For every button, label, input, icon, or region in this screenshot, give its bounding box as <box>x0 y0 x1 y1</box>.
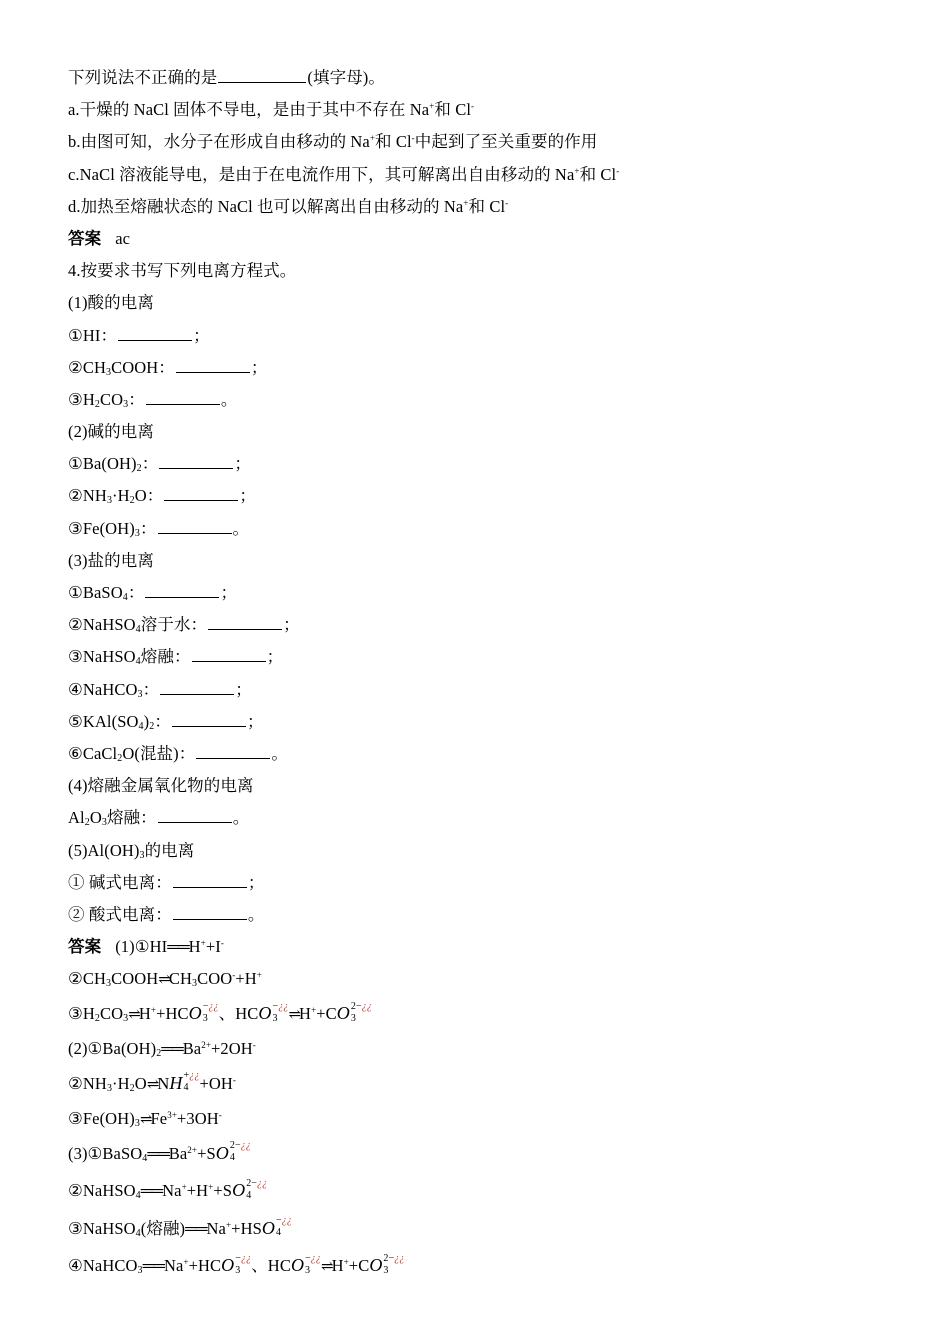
aloh3-title: $(5)Al(OH)_3$的电离 <box>68 840 195 861</box>
answer-blank <box>173 873 247 888</box>
answer-blank <box>176 358 250 373</box>
item-basic-ionization: ① 碱式电离： ； <box>68 872 265 892</box>
salt-title: (3)盐的电离 <box>68 550 154 570</box>
q4-title: 4.按要求书写下列电离方程式。 <box>68 261 297 281</box>
answer-blank <box>208 615 282 630</box>
answer-blank <box>146 390 220 405</box>
answer-blank <box>192 647 266 662</box>
option-b: b.由图可知，水分子在形成自由移动的 Na+和 Cl-中起到了至关重要的作用 <box>68 132 598 152</box>
answer-blank <box>160 680 234 695</box>
answer-base-1: $(2)①Ba(OH)_2══Ba^{2+}+2OH^-$ <box>68 1038 256 1059</box>
answer-blank <box>172 712 246 727</box>
item-al2o3: $Al_2O_3$熔融： 。 <box>68 808 250 829</box>
item-baoh2: $①Ba(OH)_2$： ； <box>68 454 251 475</box>
answer-blank <box>173 905 247 920</box>
answer-acid-1: 答案 (1)①HI══H++I- <box>68 937 224 957</box>
answer-salt-1: $(3)①BaSO_4══Ba^{2+}+SO$ 2−¿¿ 4 <box>68 1140 251 1164</box>
option-c: c.NaCl 溶液能导电，是由于在电流作用下，其可解离出自由移动的 Na+和 Cl- <box>68 164 620 184</box>
answer-salt-2: ②NaHSO$_4$══Na++H++SO 2−¿¿ 4 <box>68 1177 268 1202</box>
answer-blank <box>196 744 270 759</box>
oxide-title: (4)熔融金属氧化物的电离 <box>68 776 254 796</box>
question-line: 下列说法不正确的是 (填字母)。 <box>68 68 385 87</box>
option-d: d.加热至熔融状态的 NaCl 也可以解离出自由移动的 Na+和 Cl- <box>68 196 509 216</box>
answer-base-3: $③Fe(OH)_3\rightleftharpoons Fe^{3+}+3OH^-$ <box>68 1108 222 1129</box>
answer-salt-4: ④NaHCO$_3$══Na++HCO −¿¿ 3 、HCO −¿¿ 3 ⇌H++CO 2−¿¿ 3 <box>68 1252 405 1277</box>
item-acidic-ionization: ② 酸式电离： 。 <box>68 904 265 924</box>
item-h2co3: $③H_2CO_3$： 。 <box>68 389 238 410</box>
item-nahco3: ④NaHCO$_3$： ； <box>68 679 252 700</box>
acid-title: (1)酸的电离 <box>68 293 154 313</box>
item-nh3h2o: $②NH_3\cdot H_2O$： ； <box>68 486 257 507</box>
question-text: 下列说法不正确的是 <box>68 68 218 87</box>
answer-label: 答案 <box>68 937 102 957</box>
item-nahso4-molten: ③NaHSO$_4$熔融： ； <box>68 647 284 668</box>
answer-blank <box>158 808 232 823</box>
answer-salt-3: ③NaHSO$_4$(熔融)══Na++HSO −¿¿ 4 <box>68 1215 292 1239</box>
item-hi: ①HI： ； <box>68 325 210 345</box>
answer-base-2: $②NH_3\cdot H_2O\rightleftharpoons NH$ +¿¿ 4 +OH- <box>68 1070 237 1095</box>
item-baso4: ①BaSO$_4$： ； <box>68 583 238 603</box>
answer-blank <box>218 68 306 83</box>
answer-blank <box>164 486 238 501</box>
answer-label: 答案 <box>68 228 102 248</box>
answer-value: ac <box>115 228 131 248</box>
answer-blank <box>158 519 232 534</box>
answer-blank <box>159 454 233 469</box>
answer-line <box>68 223 888 255</box>
document-page <box>68 62 888 1285</box>
item-kalso4: $⑤KAl(SO_4)_2$： ； <box>68 711 264 732</box>
option-a: a.干燥的 NaCl 固体不导电，是由于其中不存在 Na+和 Cl- <box>68 100 475 120</box>
answer-blank <box>118 326 192 341</box>
answer-acid-3: $③H_2CO_3\rightleftharpoons H^++HCO$ −¿¿ 3 、HCO −¿¿ 3 ⇌H++CO 2−¿¿ 3 <box>68 1000 372 1025</box>
item-ch3cooh: $②CH_3COOH$： ； <box>68 357 268 378</box>
item-nahso4-water: ②NaHSO$_4$溶于水： ； <box>68 615 300 636</box>
item-feoh3: $③Fe(OH)_3$： 。 <box>68 518 250 539</box>
answer-blank <box>145 583 219 598</box>
item-cacl2o: ⑥CaCl$_2$O(混盐)： 。 <box>68 743 288 764</box>
answer-acid-2: $②CH_3COOH\rightleftharpoons CH_3COO^-+H^+$ <box>68 969 262 990</box>
base-title: (2)碱的电离 <box>68 422 154 442</box>
